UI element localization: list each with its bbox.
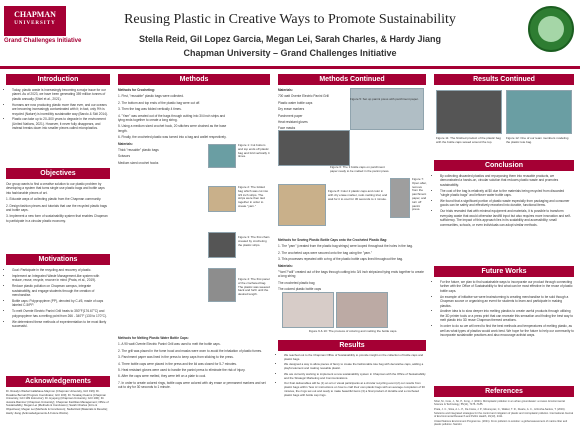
introduction-body xyxy=(6,88,110,132)
list-item: 4. "Yarn" was created out of the bags through cutting into 3/4 inch strips and tying ends together to create a long string. xyxy=(118,113,226,123)
logo-line-2: UNIVERSITY xyxy=(14,21,56,26)
logo-subtitle: Grand Challenges Initiative xyxy=(4,38,82,44)
list-item: 4. Three bottle caps were placed in the press and the lid was closed for 5-7 minutes. xyxy=(118,361,237,366)
list-item: • Humans are now producing plastic more than ever, and our oceans are becoming increasingly contaminated with it; in fact, only 9% is recycled (Nature) is incredibly sustainable way (Barolo & Sidi 2014). xyxy=(12,103,110,116)
list-item: • We are currently working to implement a new sustainability system in Chapman with the Office of Sustainability and the Strategic Marketing and Communications. xyxy=(284,373,426,381)
poster-title: Reusing Plastic in Creative Ways to Promote Sustainability xyxy=(124,12,456,27)
methods-sewing-title: Methods for Sewing Plastic Bottle Caps onto the Crocheted Plastic Bag: xyxy=(278,238,388,242)
acknowledgements-heading: Acknowledgements xyxy=(6,376,110,387)
figure-5-caption: Figure 5: Set up panini press with parchment paper. xyxy=(350,97,419,101)
list-item: 3. Then the bag was folded vertically 4 times. xyxy=(118,107,182,112)
figure-3-photo xyxy=(208,232,236,258)
list-item: 1. Educate ways of collecting plastic from the Chapman community. xyxy=(6,197,102,202)
figure-4-caption: Figure 4: The first panel of the crocheted bag. The plastic was weaved back and forth until the desired length. xyxy=(238,277,270,297)
header-divider xyxy=(0,66,580,69)
list-item: 2. The bottom and top ends of the plastic bag were cut off. xyxy=(118,100,201,105)
figure-4-photo xyxy=(208,268,236,302)
list-item: 1. First, "reusable" plastic bags were collected. xyxy=(118,94,184,99)
list-item: Medium sized crochet hooks xyxy=(118,160,159,165)
list-item: Thick "reusable" plastic bags xyxy=(118,148,159,153)
introduction-heading: Introduction xyxy=(6,74,110,85)
figure-7-photo xyxy=(390,178,410,218)
figure-10-photo xyxy=(336,292,388,328)
list-item: Shiel, M., Cote, J., Sit, P., Fong, J. (2021). Microplastic pollution in an urban groundwater: a review. Environmental Science & Technology, 55(11), 7175–7185. xyxy=(434,400,565,407)
poster-affiliation: Chapman University – Grand Challenges Initiative xyxy=(183,48,397,58)
list-item: The colored plastic bottle caps xyxy=(278,287,322,292)
references-heading: References xyxy=(434,386,574,397)
motivations-heading: Motivations xyxy=(6,254,110,265)
figure-3-caption: Figure 3: The first chain created by crocheting the plastic strips. xyxy=(238,235,270,247)
conclusion-body xyxy=(434,174,574,228)
list-item: • Bottle caps: Polypropylene (PP), denoted by C-#5, made of caps labeled C-5/PP. xyxy=(12,299,110,308)
results-body xyxy=(278,354,426,399)
list-item: 3. This processes repeated with a ring of the plastic bottle caps lined throughout the bag. xyxy=(278,257,404,262)
list-item: • An example of initiative we were brainstorming is creating merchandise to be sold though a Chapman source or organizing an event for students to learn and participate in making plastics. xyxy=(440,295,574,308)
figure-11-photo xyxy=(436,90,502,134)
list-item: 3. Implement a new form of sustainability system that enables Chapman to participate in a circular plastic economy. xyxy=(6,214,108,223)
methods-continued-materials xyxy=(278,88,348,133)
sustainability-seal-icon xyxy=(528,6,574,52)
figure-9-photo xyxy=(282,292,334,328)
list-item: 2. The crocheted caps were secured onto the bag using the "yarn." xyxy=(278,250,373,255)
poster-authors: Stella Reid, Gil Lopez Garcia, Megan Lei, Sarah Charles, & Hardy Jiang xyxy=(138,34,442,44)
logo-line-1: CHAPMAN xyxy=(14,10,56,19)
list-item: Dry erase markers xyxy=(278,107,305,112)
list-item: • Implement an Integrated Waste Management-like system with reduce, reuse, recycle, recover in mind (Prata, et al., 2019). xyxy=(12,274,110,283)
figure-8-caption: Figure 8: Color 2 plastic caps and color in with dry erase marker, redo melting trial, and wait for it to cool for 30 seconds to 1 minute. xyxy=(328,189,388,201)
list-item: Plastic water bottle caps xyxy=(278,100,313,105)
list-item: 3. Parchment paper was lined in the press to keep caps from sticking to the press. xyxy=(118,355,234,360)
methods-sewing-body xyxy=(278,238,426,294)
results-continued-heading: Results Continued xyxy=(434,74,574,85)
methods-caps-title: Methods for Melting Plastic Water Bottle Caps: xyxy=(118,336,189,340)
methods-continued-heading: Methods Continued xyxy=(278,74,426,85)
acknowledgements-body: Dr. Rosalyn Wiebel Gallahaue-Maymon (Chapman University, GCI 199); Dr. Rosaline Bernal (Program Coordinator, GCI 100); Dr. Tenakay Kearns (Chapman University, GCI 199 Instructor); Dr. Hyejung (Chapman University, GCI 100); Dr. Jessica Ramirez (Chapman University); Chapman Facilities Management; Office of Sustainability; Megan Lei (Methods & Conclusion); Sarah Charles (Intro & Objectives); Megan Lei (Methods & Conclusion); Stella Reid (Materials & Results); Hardy Jiang (Acknowledgements & Future Works). xyxy=(6,389,109,415)
list-item: "Yarn"/"will" created out of the bags through cutting into 3/4 inch strips/and tying ends together to create a long string xyxy=(278,270,424,279)
list-item: 7. In order to create colored rings, bottle caps were colored with dry erase or permanent markers and set out to dry for 30 seconds to 1 minute. xyxy=(118,380,266,390)
list-item: • For the future, we plan to find sustainable ways to incorporate our product through connecting further with the Office of Sustainability to find what can be most effective in the reuse of plastic bottle caps. xyxy=(440,280,574,293)
objectives-paragraph: Our group wants to find a creative solution to our plastic problem by developing a system that turns single use plastic bags and bottle caps into fashionable pieces of art. xyxy=(6,182,105,195)
list-item: • The cost of the bag is relatively at $0 due to the materials being recycled from discarded "single plastic bags" and leftover water bottle caps. xyxy=(440,189,574,198)
list-item: • We found that a significant portion of plastic waste especially from packaging and consumer goods can be safely and effectively reworked into durable, functional items. xyxy=(440,199,574,208)
list-item: • Goal: Participate in the recycling and recovery of plastic. xyxy=(12,268,110,272)
list-item: • We determined these methods of experimentation to be most likely successful. xyxy=(12,320,110,329)
future-works-heading: Future Works xyxy=(434,266,574,277)
list-item: 2. Design fashion pieces and tutorials that use the recycled plastic bags and bottle caps. xyxy=(6,203,107,213)
figure-11-caption: Figure 11: The finished product of the plastic bag with the bottle caps sewed around the top. xyxy=(436,136,501,144)
methods-caps-body xyxy=(118,336,268,392)
list-item: • Reduce plastic pollution on Chapman campus, integrate sustainability, and engage students through the creation of merchandise. xyxy=(12,284,110,297)
list-item: • In order to do so we will need to find the best methods and temperatures of melting plastic, as well as what types of plastics would work best. We hope for the future to help our community to incorporate sustainable practices and also encourage activist ways. xyxy=(440,324,574,337)
figure-9-10-caption: Figure 9 & 10: The process of coloring and melting the bottle caps. xyxy=(308,329,398,333)
list-item: • Our trials revealed that with minimal equipment and materials, it is possible to transform everyday waste that would otherwise landfill input but also requires more innovation and self-sufficiency. The impact of this approach lies in its scalability and accessibility; small communities, schools, or even individuals can adopt similar methods. xyxy=(440,209,574,227)
figure-1-photo xyxy=(208,144,236,168)
list-item: United Nations Environment Programme. (2021). From pollution to solution: a global assessment of marine litter and plastic pollution. Nairobi. xyxy=(434,420,568,427)
list-item: 6. Finally, the crocheted plastic was turned into a bag and wallet respectively. xyxy=(118,135,227,140)
list-item: • To melt Ovente Electric Panini Grill heats to 350°F(176.67°C) and polypropylene has a melting point from 266 - 340°F (130 to 170°C). xyxy=(12,309,110,318)
list-item: Scissors xyxy=(118,154,131,159)
figure-12-caption: Figure 12: One of our team members modeling the plastic tote bag. xyxy=(506,136,569,144)
list-item: Heat resistant gloves xyxy=(278,120,308,125)
figure-6-caption: Figure 6: The 3 bottle caps on parchment paper ready to be melted in the panini press. xyxy=(330,165,390,173)
materials-2-title: Materials: xyxy=(278,263,293,268)
methods-materials-title: Materials: xyxy=(118,141,133,146)
chapman-logo xyxy=(4,6,66,36)
references-body xyxy=(434,400,574,427)
methods-heading: Methods xyxy=(118,74,270,85)
methods-crochet-title: Methods for Crocheting: xyxy=(118,88,156,92)
objectives-body xyxy=(6,182,110,225)
figure-8-photo xyxy=(278,184,326,226)
figure-12-photo xyxy=(506,90,572,134)
list-item: Prata, J. C., Silva, A. L. P., Da Costa, J. P., Mouneyrac, C., Walker, T. R., Duarte, A. C., & Rocha-Santos, T. (2019). Solutions and integrated strategies for the control and mitigation of plastic and microplastic pollution. International Journal of Environmental Research and Public Health, 16(13), 2411. xyxy=(434,408,574,419)
list-item: • Another idea is to slow deeper into melting plastics to create useful products through utilizing the 3D printer tools or a press print that can recreate this sensation and finding the best way to melt plastic into 3D reuse Chapman themed creations. xyxy=(440,309,574,322)
figure-2-photo xyxy=(208,186,236,212)
list-item: 5. Using a medium sized crochet hook, 20 stitches were chained as the base length. xyxy=(118,124,227,133)
figure-1-caption: Figure 1: Cut bottom and top ends off plastic bag and fold vertically 4 times. xyxy=(238,143,270,159)
list-item: • We reached out to the Chapman Office of Sustainability to provide insight on the collection of bottle caps and plastic bags. xyxy=(284,354,426,362)
list-item: 700 watt Ovente Electric Panini Grill xyxy=(278,94,329,99)
conclusion-heading: Conclusion xyxy=(434,160,574,171)
figure-2-caption: Figure 2: The folded bag which was cut into 3/4 inch strips. The strips were then tied together in order to create "yarn." xyxy=(238,185,269,208)
list-item: • By collecting discarded plastics and repurposing them into reusable products, we demonstrated a hands-on, circular solution that reduces plastic waste and promotes sustainability. xyxy=(440,174,574,187)
list-item: • We designed a way to allow pieces of fancy to create the fashionable tote bag with decorative caps, adding a playful element and making reusable plastic. xyxy=(284,363,426,371)
list-item: • Plastic can take up to 20–500 years to degrade in the environment (United Nations, 2021). However, it never fully disappears, and instead breaks down into smaller pieces called microplastics. xyxy=(12,117,110,130)
future-works-body xyxy=(434,280,574,339)
list-item: The crocheted plastic bag xyxy=(278,280,315,285)
list-item: • Our final deliverables will be (1) an art or visual participants at a circular recycling event (2) our results from plastic bags within 'how to' instructions on how to craft their own plastic bags with an average completion of 30 minutes, the rings set out and ready to make beautiful items (3) a final product of durable and a crocheted plastic bags with bottle cap rings. xyxy=(284,382,426,398)
objectives-heading: Objectives xyxy=(6,168,110,179)
materials-title: Materials: xyxy=(278,88,293,92)
list-item: Face masks xyxy=(278,126,296,131)
figure-6-photo xyxy=(278,130,350,166)
list-item: 5. Heat resistant gloves were used to handle the panini press to eliminate the risk of injury. xyxy=(118,368,246,373)
list-item: 2. The grill was placed in the fume hood and masks were worn to avoid the inhalation of plastic fumes. xyxy=(118,348,262,353)
list-item: 1. A 90 watt Ovente Electric Panini Grill was used to melt the bottle caps. xyxy=(118,342,221,347)
figure-5-photo xyxy=(350,88,424,130)
list-item: 6. After the caps were melted, they were left on a plate to cool. xyxy=(118,374,207,379)
results-heading: Results xyxy=(278,340,426,351)
list-item: Parchment paper xyxy=(278,113,303,118)
figure-7-caption: Figure 7: Open after, remove from the parchment paper, and turn off panini press. xyxy=(412,177,427,212)
list-item: 1. The "yarn" (created from the plastic bag strings) were looped throughout the holes in the bag. xyxy=(278,244,413,249)
list-item: • Today, plastic waste is increasingly becoming a major issue for our planet. As of 2023, we have been generating 359 million tonnes of plastic annually (Shiel et al., 2021). xyxy=(12,88,110,101)
motivations-body xyxy=(6,268,110,330)
